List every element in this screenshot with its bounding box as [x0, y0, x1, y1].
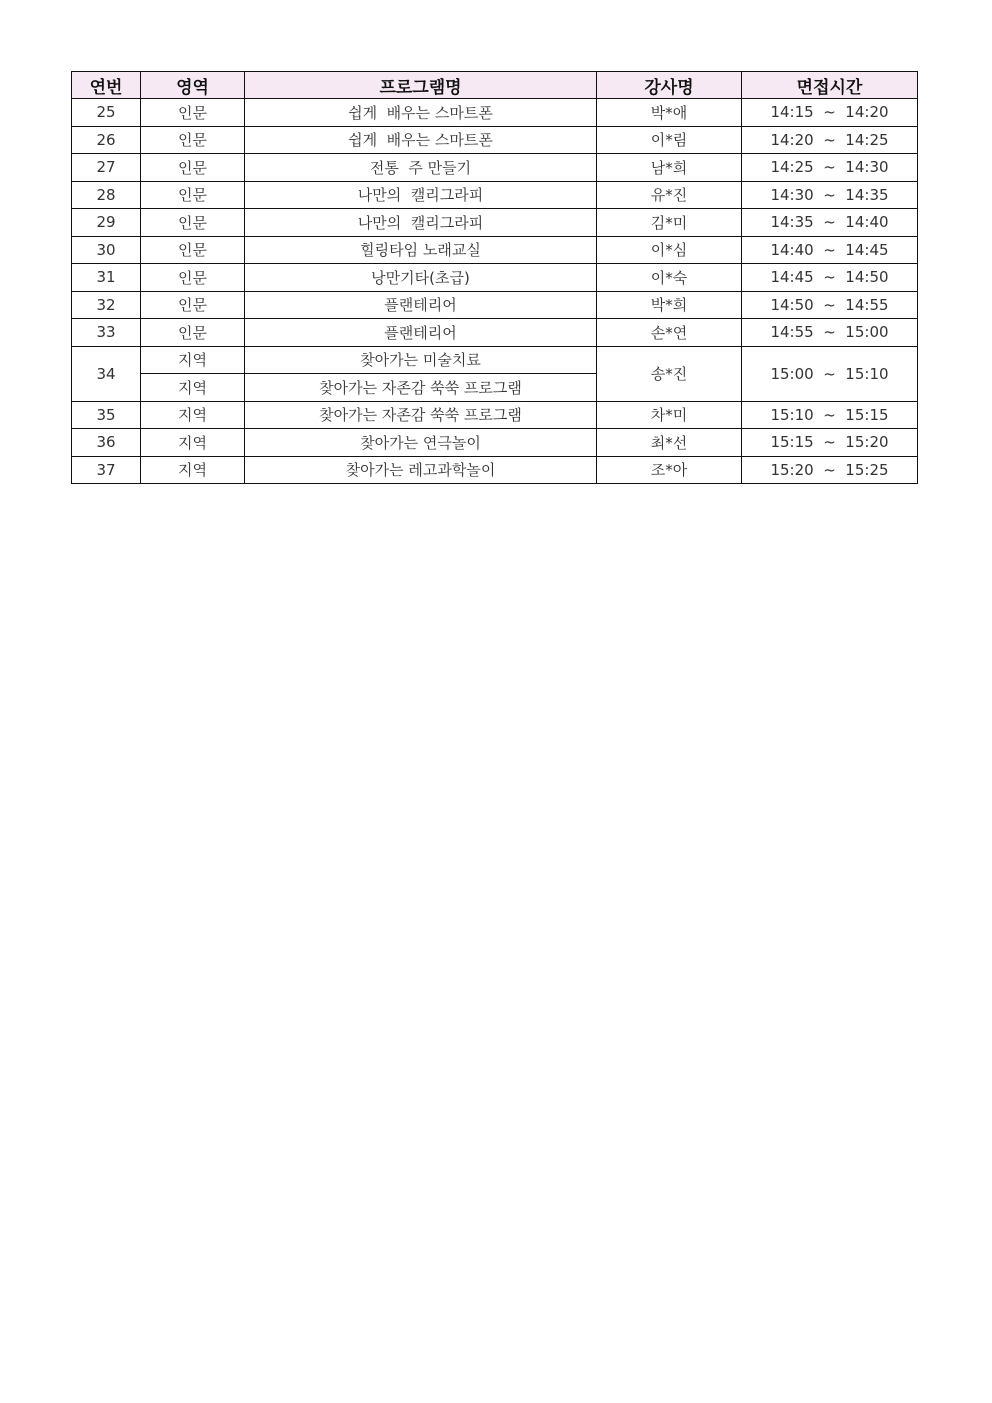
cell-no: 34 [72, 346, 141, 401]
cell-area: 지역 [141, 374, 245, 402]
cell-time: 15:00 ~ 15:10 [742, 346, 918, 401]
header-row [72, 72, 918, 99]
table-row-merged [72, 346, 918, 374]
cell-area: 지역 [141, 456, 245, 484]
cell-instructor: 박*희 [597, 291, 742, 319]
cell-no: 31 [72, 264, 141, 292]
cell-program: 쉽게 배우는 스마트폰 [245, 99, 597, 127]
header-instructor: 강사명 [597, 72, 742, 99]
cell-area: 지역 [141, 346, 245, 374]
header-time: 면접시간 [742, 72, 918, 99]
table-row [72, 264, 918, 292]
cell-instructor: 차*미 [597, 401, 742, 429]
cell-program: 찾아가는 연극놀이 [245, 429, 597, 457]
header-program: 프로그램명 [245, 72, 597, 99]
cell-no: 33 [72, 319, 141, 347]
cell-area: 인문 [141, 236, 245, 264]
header-no: 연번 [72, 72, 141, 99]
cell-program: 플랜테리어 [245, 319, 597, 347]
cell-program: 찾아가는 레고과학놀이 [245, 456, 597, 484]
cell-no: 30 [72, 236, 141, 264]
cell-area: 인문 [141, 264, 245, 292]
table-row [72, 154, 918, 182]
table-row [72, 126, 918, 154]
cell-program: 플랜테리어 [245, 291, 597, 319]
header-area: 영역 [141, 72, 245, 99]
cell-no: 29 [72, 209, 141, 237]
cell-area: 지역 [141, 401, 245, 429]
cell-program: 낭만기타(초급) [245, 264, 597, 292]
cell-no: 28 [72, 181, 141, 209]
cell-instructor: 유*진 [597, 181, 742, 209]
cell-area: 인문 [141, 209, 245, 237]
cell-area: 인문 [141, 126, 245, 154]
cell-area: 인문 [141, 154, 245, 182]
interview-schedule-table [71, 71, 918, 484]
cell-instructor: 박*애 [597, 99, 742, 127]
cell-instructor: 최*선 [597, 429, 742, 457]
cell-time: 14:25 ~ 14:30 [742, 154, 918, 182]
cell-no: 35 [72, 401, 141, 429]
cell-area: 인문 [141, 319, 245, 347]
table-row [72, 181, 918, 209]
cell-time: 14:35 ~ 14:40 [742, 209, 918, 237]
cell-time: 15:20 ~ 15:25 [742, 456, 918, 484]
cell-time: 14:40 ~ 14:45 [742, 236, 918, 264]
cell-instructor: 조*아 [597, 456, 742, 484]
cell-area: 인문 [141, 181, 245, 209]
cell-program: 찾아가는 자존감 쑥쑥 프로그램 [245, 374, 597, 402]
cell-instructor: 남*희 [597, 154, 742, 182]
cell-program: 찾아가는 미술치료 [245, 346, 597, 374]
table-row [72, 291, 918, 319]
cell-time: 14:55 ~ 15:00 [742, 319, 918, 347]
cell-program: 나만의 캘리그라피 [245, 181, 597, 209]
table-row [72, 456, 918, 484]
cell-instructor: 이*심 [597, 236, 742, 264]
cell-time: 14:15 ~ 14:20 [742, 99, 918, 127]
cell-no: 36 [72, 429, 141, 457]
table-row [72, 319, 918, 347]
table-row [72, 99, 918, 127]
cell-no: 25 [72, 99, 141, 127]
cell-time: 15:15 ~ 15:20 [742, 429, 918, 457]
cell-no: 26 [72, 126, 141, 154]
cell-area: 인문 [141, 99, 245, 127]
cell-no: 32 [72, 291, 141, 319]
cell-instructor: 송*진 [597, 346, 742, 401]
cell-instructor: 이*숙 [597, 264, 742, 292]
cell-no: 37 [72, 456, 141, 484]
cell-instructor: 김*미 [597, 209, 742, 237]
cell-time: 14:30 ~ 14:35 [742, 181, 918, 209]
cell-no: 27 [72, 154, 141, 182]
cell-area: 지역 [141, 429, 245, 457]
cell-program: 찾아가는 자존감 쑥쑥 프로그램 [245, 401, 597, 429]
cell-program: 나만의 캘리그라피 [245, 209, 597, 237]
table-row [72, 429, 918, 457]
table-row [72, 209, 918, 237]
cell-instructor: 손*연 [597, 319, 742, 347]
cell-program: 쉽게 배우는 스마트폰 [245, 126, 597, 154]
table-row [72, 401, 918, 429]
cell-program: 힐링타임 노래교실 [245, 236, 597, 264]
cell-time: 15:10 ~ 15:15 [742, 401, 918, 429]
cell-time: 14:45 ~ 14:50 [742, 264, 918, 292]
cell-instructor: 이*림 [597, 126, 742, 154]
cell-time: 14:20 ~ 14:25 [742, 126, 918, 154]
table-row [72, 236, 918, 264]
cell-area: 인문 [141, 291, 245, 319]
cell-time: 14:50 ~ 14:55 [742, 291, 918, 319]
cell-program: 전통 주 만들기 [245, 154, 597, 182]
